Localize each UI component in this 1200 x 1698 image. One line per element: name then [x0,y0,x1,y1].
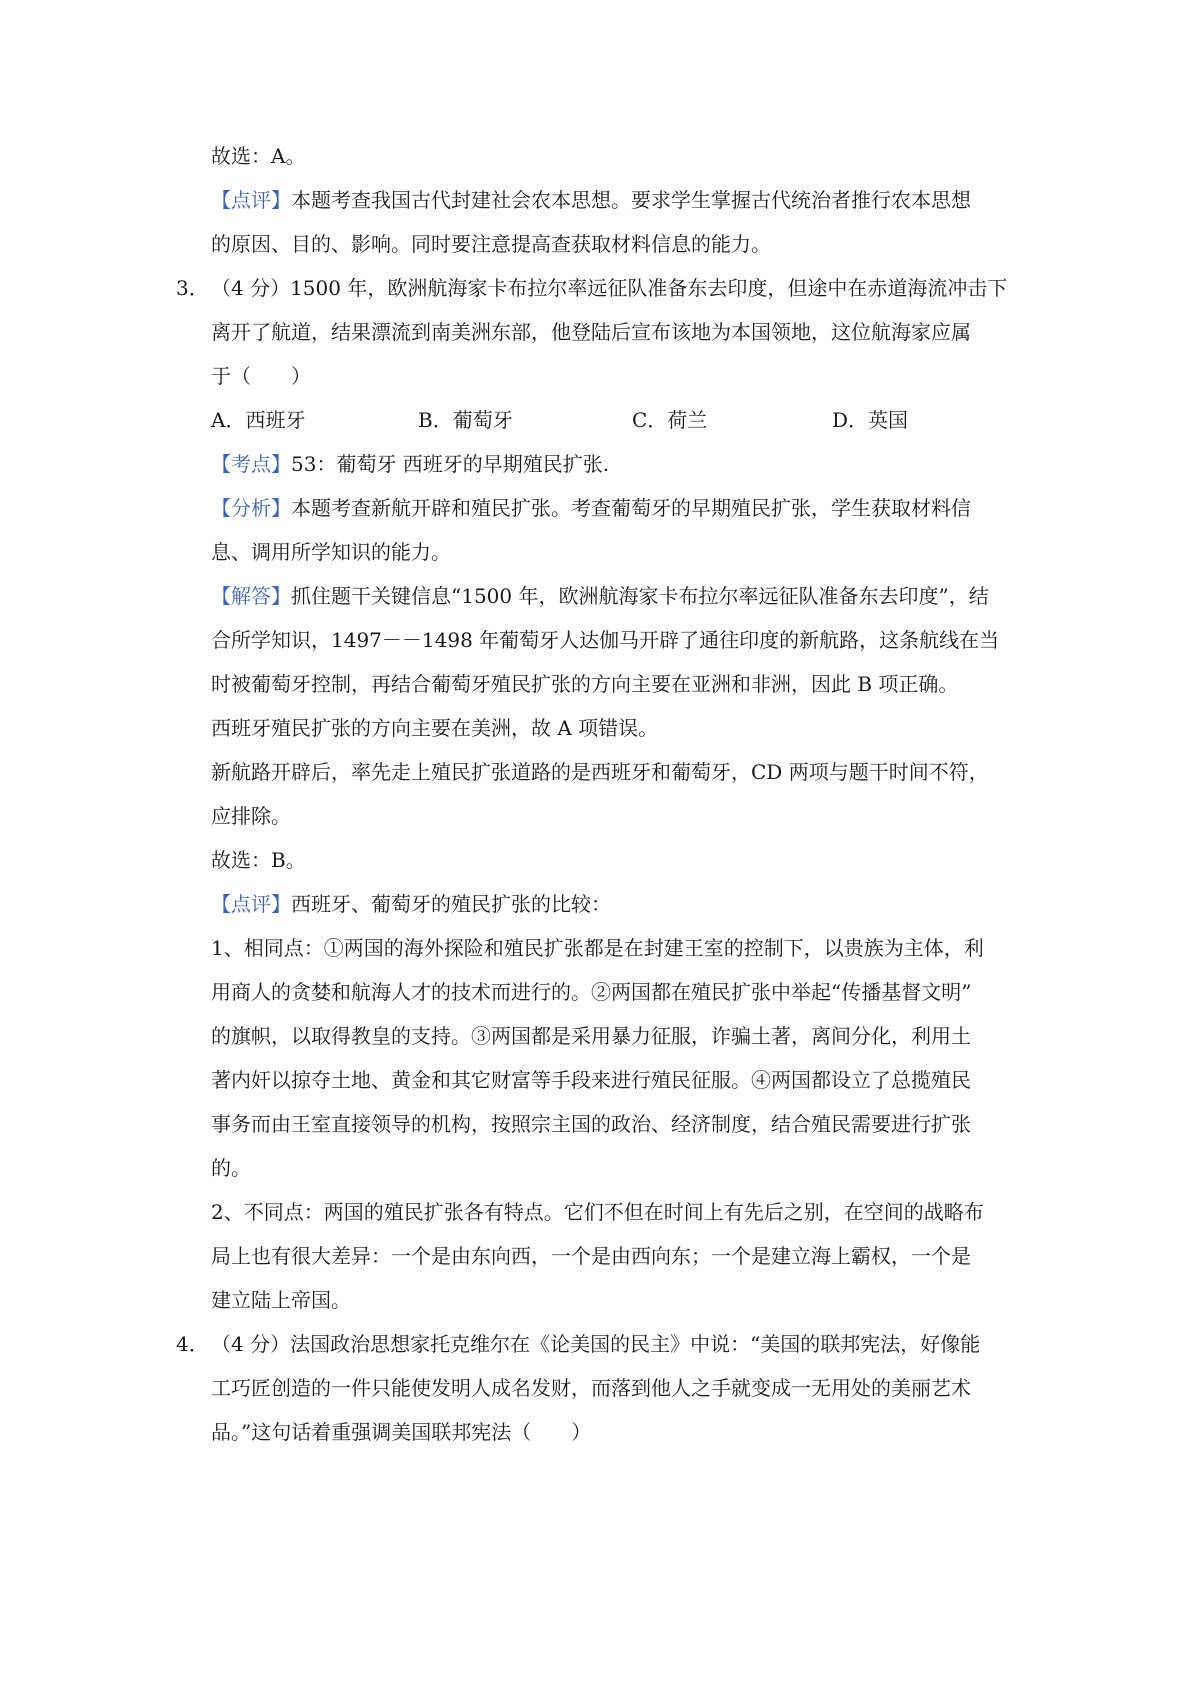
analysis-tag: 【分析】 [211,496,291,520]
comment-line-4: 的旗帜，以取得教皇的支持。③两国都是采用暴力征服，诈骗土著，离间分化，利用土 [211,1024,971,1048]
analysis-line: 【分析】本题考查新航开辟和殖民扩张。考查葡萄牙的早期殖民扩张，学生获取材料信 [211,496,971,520]
comment-tag-2: 【点评】 [211,892,291,916]
solution-line: 【解答】抓住题干关键信息“1500 年，欧洲航海家卡布拉尔率远征队准备东去印度”，结 [211,584,989,608]
solution-line-3: 时被葡萄牙控制，再结合葡萄牙殖民扩张的方向主要在亚洲和非洲，因此 B 项正确。 [211,672,959,696]
question-4-number: 4． [176,1332,209,1356]
solution-line-4: 西班牙殖民扩张的方向主要在美洲，故 A 项错误。 [211,716,659,740]
option-a: A．西班牙 [211,408,306,432]
solution-line-2: 合所学知识，1497－－1498 年葡萄牙人达伽马开辟了通往印度的新航路，这条航线在当 [211,628,1000,652]
comment-line-10: 建立陆上帝国。 [211,1288,351,1312]
knowledge-tag: 【考点】 [211,452,291,476]
option-d: D．英国 [832,408,909,432]
question-3-stem-2: 离开了航道，结果漂流到南美洲东部，他登陆后宣布该地为本国领地，这位航海家应属 [211,320,971,344]
option-c: C．荷兰 [632,408,708,432]
option-b: B．葡萄牙 [418,408,513,432]
comment-line-3: 用商人的贪婪和航海人才的技术而进行的。②两国都在殖民扩张中举起“传播基督文明” [211,980,972,1004]
solution-tag: 【解答】 [211,584,291,608]
prev-comment-line: 【点评】本题考查我国古代封建社会农本思想。要求学生掌握古代统治者推行农本思想 [211,188,971,212]
prev-comment-line-2: 的原因、目的、影响。同时要注意提高查获取材料信息的能力。 [211,232,771,256]
comment-line-5: 著内奸以掠夺土地、黄金和其它财富等手段来进行殖民征服。④两国都设立了总揽殖民 [211,1068,971,1092]
solution-line-5: 新航路开辟后，率先走上殖民扩张道路的是西班牙和葡萄牙，CD 两项与题干时间不符， [211,760,989,784]
comment-line-2: 1、相同点：①两国的海外探险和殖民扩张都是在封建王室的控制下，以贵族为主体，利 [211,936,984,960]
comment-line: 【点评】西班牙、葡萄牙的殖民扩张的比较： [211,892,611,916]
analysis-line-2: 息、调用所学知识的能力。 [211,540,451,564]
comment-line-7: 的。 [211,1156,251,1180]
question-3-stem-3: 于（ ） [211,364,311,388]
question-3-stem: （4 分）1500 年，欧洲航海家卡布拉尔率远征队准备东去印度，但途中在赤道海流冲击下 [211,276,1008,300]
comment-line-6: 事务而由王室直接领导的机构，按照宗主国的政治、经济制度，结合殖民需要进行扩张 [211,1112,971,1136]
comment-tag: 【点评】 [211,188,291,212]
question-4-stem-2: 工巧匠创造的一件只能使发明人成名发财，而落到他人之手就变成一无用处的美丽艺术 [211,1376,971,1400]
question-4-stem: （4 分）法国政治思想家托克维尔在《论美国的民主》中说：“美国的联邦宪法，好像能 [211,1332,981,1356]
prev-answer: 故选：A。 [211,144,306,168]
question-3-answer: 故选：B。 [211,848,306,872]
comment-line-8: 2、不同点：两国的殖民扩张各有特点。它们不但在时间上有先后之别，在空间的战略布 [211,1200,984,1224]
question-4-stem-3: 品。”这句话着重强调美国联邦宪法（ ） [211,1420,592,1444]
question-3-number: 3． [176,276,209,300]
comment-line-9: 局上也有很大差异：一个是由东向西，一个是由西向东；一个是建立海上霸权，一个是 [211,1244,971,1268]
solution-line-6: 应排除。 [211,804,291,828]
knowledge-point: 【考点】53：葡萄牙 西班牙的早期殖民扩张. [211,452,610,476]
